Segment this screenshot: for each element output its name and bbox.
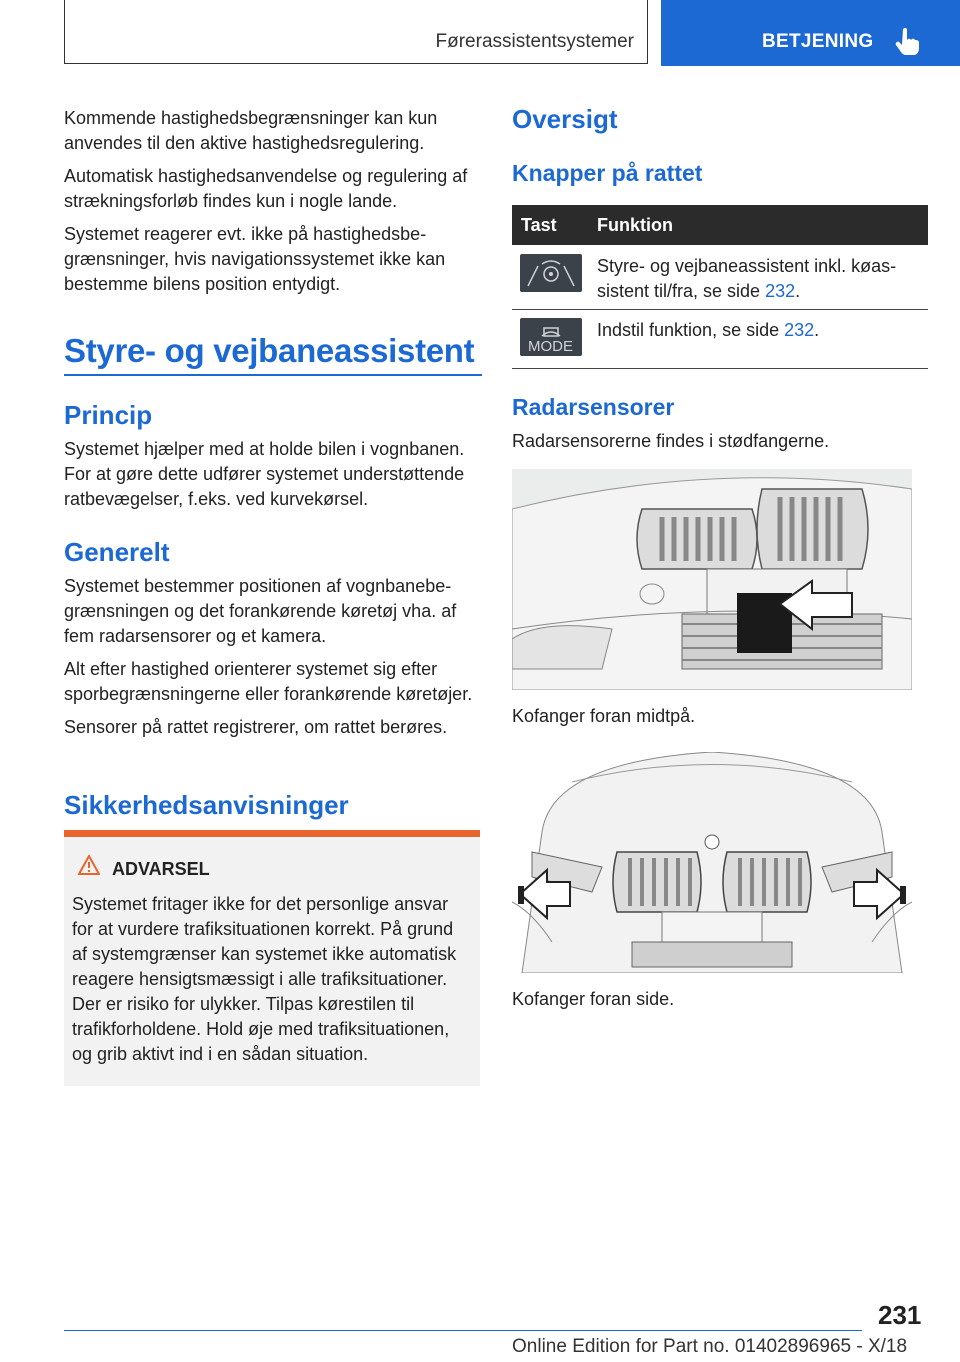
table-row-function: Styre- og vejbaneassistent inkl. køassistent til/fra, se side 232. xyxy=(597,256,897,301)
section-title: Førerassistentsystemer xyxy=(435,31,634,52)
heading-rule xyxy=(64,374,482,376)
intro-paragraph: Systemet reagerer evt. ikke på hastighedsbegrænsninger, hvis navigationssystemet ikke kan bestemme bilens position entydigt. xyxy=(64,224,446,294)
main-heading: Styre- og vejbaneassistent xyxy=(64,332,475,369)
hand-pointer-icon xyxy=(894,27,922,57)
generelt-paragraph: Sensorer på rattet registrerer, om rattet berøres. xyxy=(64,717,448,737)
table-col-funktion: Funktion xyxy=(597,215,673,235)
warning-triangle-icon xyxy=(78,855,100,875)
bumper-side-figure xyxy=(512,752,912,973)
radar-text: Radarsensorerne findes i stødfangerne. xyxy=(512,431,830,451)
generelt-paragraph: Alt efter hastighed orienterer systemet sig efter sporbegrænsningerne eller forankørende køretøjer. xyxy=(64,659,473,704)
table-row-divider xyxy=(512,368,928,369)
table-header xyxy=(512,205,928,245)
steering-assist-button-icon xyxy=(520,254,582,292)
footer-rule xyxy=(64,1330,862,1331)
table-col-tast: Tast xyxy=(521,215,557,235)
generelt-heading: Generelt xyxy=(64,537,170,567)
intro-paragraph: Kommende hastighedsbegrænsninger kan kun anvendes til den aktive hastighedsregulering. xyxy=(64,108,438,153)
intro-text xyxy=(64,106,482,297)
warning-accent-bar xyxy=(64,830,480,837)
bumper-center-figure xyxy=(512,469,912,690)
warning-label: ADVARSEL xyxy=(112,859,210,879)
princip-heading: Princip xyxy=(64,400,153,430)
figure-caption: Kofanger foran midtpå. xyxy=(512,706,696,726)
generelt-paragraph: Systemet bestemmer positionen af vognbanebegrænsningen og det forankørende køretøj vha. af fem radarsensorer og et kamera. xyxy=(64,576,457,646)
table-row-function: Indstil funktion, se side 232. xyxy=(597,320,820,340)
page-link[interactable]: 232 xyxy=(765,281,796,301)
warning-text: Systemet fritager ikke for det personlige ansvar for at vurdere trafiksituationen korrekt. På grund af systemgrænser kan systemet ikke automatisk reagere hensigtsmæssigt i alle trafiksituationer. Der er risiko for ulykker. Tilpas kørestilen til trafikforholdene. Hold øje med trafiksituationen, og grib aktivt ind i en sådan situation. xyxy=(72,894,457,1064)
knapper-heading: Knapper på rattet xyxy=(512,160,703,186)
radar-heading: Radarsensorer xyxy=(512,394,675,420)
princip-text: Systemet hjælper med at holde bilen i vognbanen. For at gøre dette udfører systemet understøttende ratbevægelser, f.eks. ved kurvekørsel. xyxy=(64,439,465,509)
page-number: 231 xyxy=(878,1300,922,1330)
mode-button-label: MODE xyxy=(528,338,573,355)
table-row-divider xyxy=(512,309,928,310)
chapter-tab-label: BETJENING xyxy=(762,31,874,52)
intro-paragraph: Automatisk hastighedsanvendelse og regulering af strækningsforløb findes kun i nogle lande. xyxy=(64,166,468,211)
oversigt-heading: Oversigt xyxy=(512,104,618,134)
figure-caption: Kofanger foran side. xyxy=(512,989,675,1009)
safety-heading: Sikkerhedsanvisninger xyxy=(64,790,349,820)
page-link[interactable]: 232 xyxy=(784,320,815,340)
footer-edition: Online Edition for Part no. 01402896965 - X/18 xyxy=(512,1336,908,1357)
